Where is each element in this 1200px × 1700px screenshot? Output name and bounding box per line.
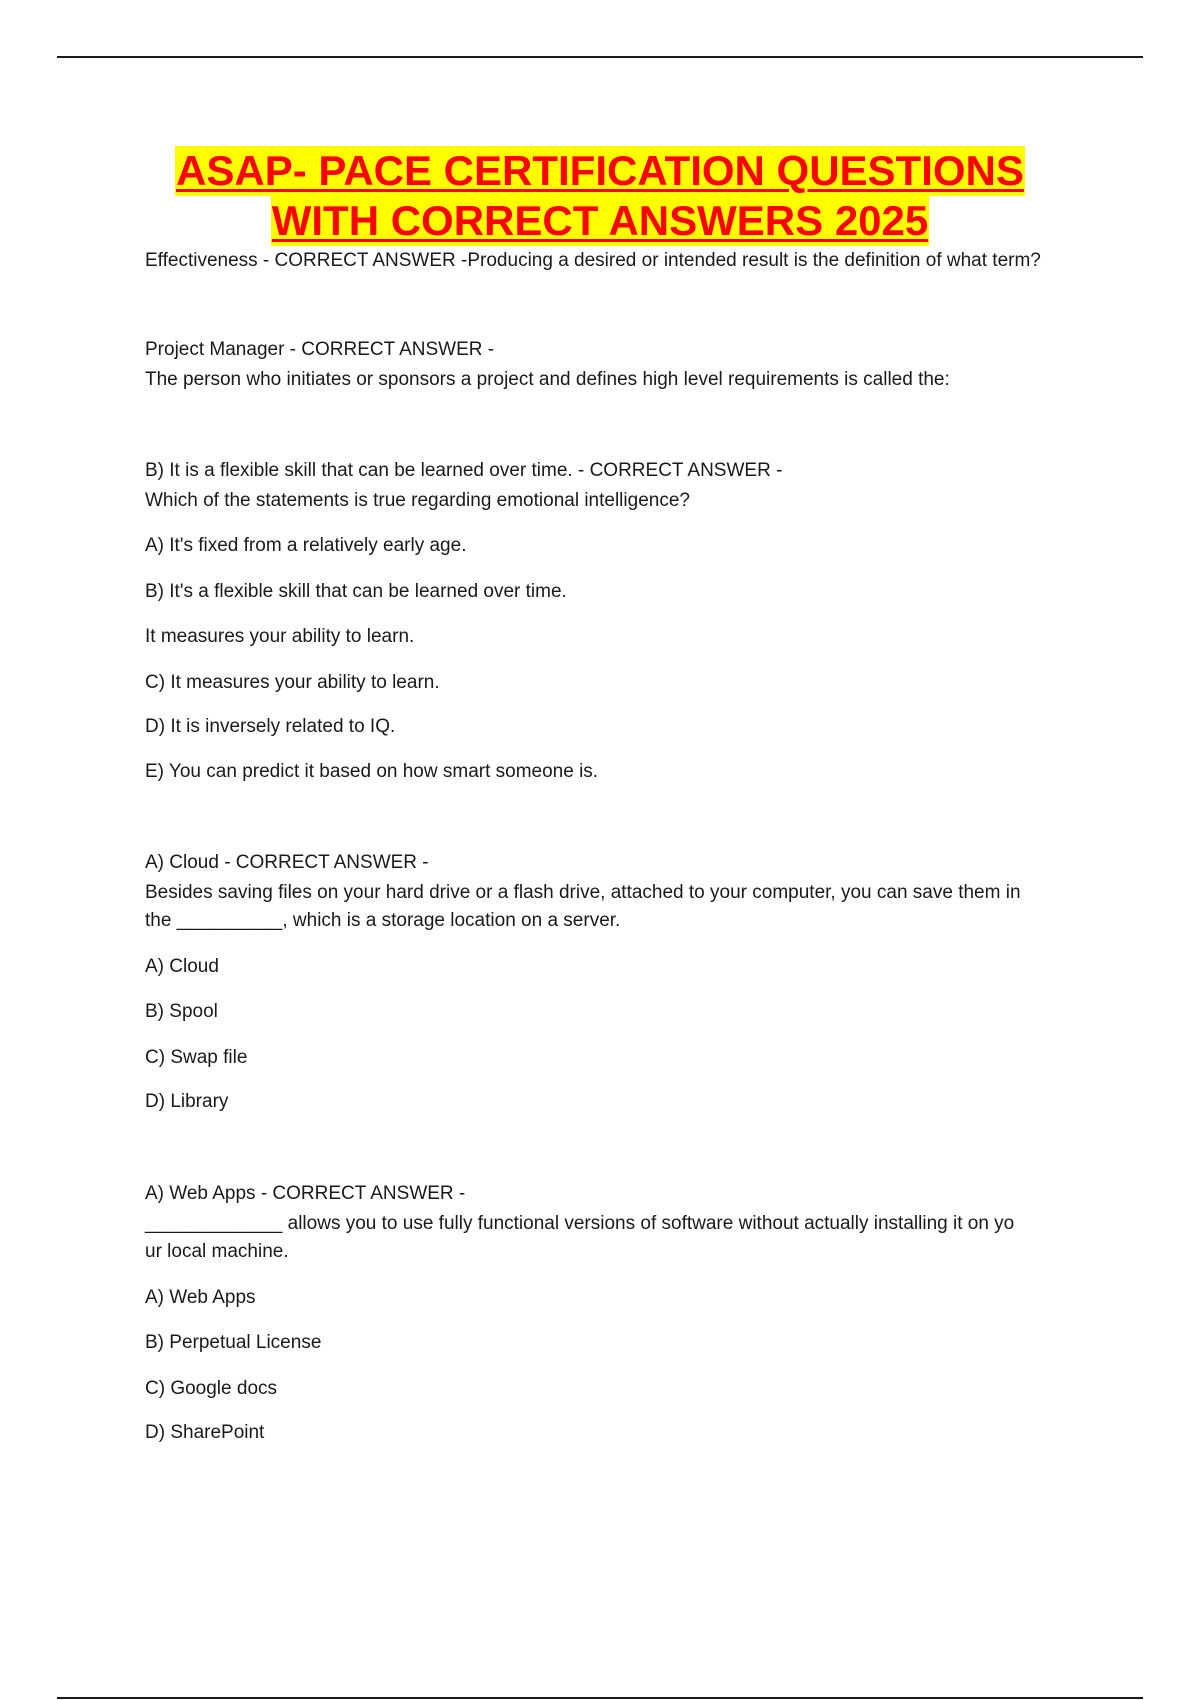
option-d: D) It is inversely related to IQ. [145, 716, 396, 737]
qa-project-manager-question: The person who initiates or sponsors a project and defines high level requirements is called the: [145, 369, 950, 390]
qa-emotional-question: Which of the statements is true regarding emotional intelligence? [145, 490, 690, 511]
option-e: E) You can predict it based on how smart someone is. [145, 761, 599, 782]
bottom-rule [57, 1697, 1143, 1699]
title-line-1: ASAP- PACE CERTIFICATION QUESTIONS [176, 147, 1024, 194]
option-a: A) Cloud [145, 956, 219, 977]
option-c: C) Google docs [145, 1378, 278, 1399]
qa-web-apps-question-line-1: _____________ allows you to use fully functional versions of software without actually installing it on yo [145, 1213, 1015, 1234]
option-extra: It measures your ability to learn. [145, 626, 415, 647]
option-d: D) Library [145, 1091, 229, 1112]
document-title [0, 146, 1200, 246]
option-d: D) SharePoint [145, 1422, 265, 1443]
option-b: B) Spool [145, 1001, 218, 1022]
option-c: C) It measures your ability to learn. [145, 672, 440, 693]
option-a: A) Web Apps [145, 1287, 256, 1308]
qa-web-apps-question-line-2: ur local machine. [145, 1241, 289, 1262]
qa-cloud-answer: A) Cloud - CORRECT ANSWER - [145, 852, 429, 873]
option-c: C) Swap file [145, 1047, 248, 1068]
qa-effectiveness-answer: Effectiveness - CORRECT ANSWER -Producing a desired or intended result is the definition of what term? [145, 250, 1041, 271]
qa-emotional-answer: B) It is a flexible skill that can be learned over time. - CORRECT ANSWER - [145, 460, 783, 481]
qa-cloud-question-line-1: Besides saving files on your hard drive or a flash drive, attached to your computer, you can save them in [145, 882, 1021, 903]
qa-cloud-question-line-2: the __________, which is a storage location on a server. [145, 910, 621, 931]
qa-project-manager-answer: Project Manager - CORRECT ANSWER - [145, 339, 495, 360]
option-b: B) Perpetual License [145, 1332, 322, 1353]
title-line-2: WITH CORRECT ANSWERS 2025 [271, 197, 929, 244]
qa-web-apps-answer: A) Web Apps - CORRECT ANSWER - [145, 1183, 466, 1204]
top-rule [57, 56, 1143, 58]
option-a: A) It's fixed from a relatively early age. [145, 535, 467, 556]
option-b: B) It's a flexible skill that can be learned over time. [145, 581, 567, 602]
